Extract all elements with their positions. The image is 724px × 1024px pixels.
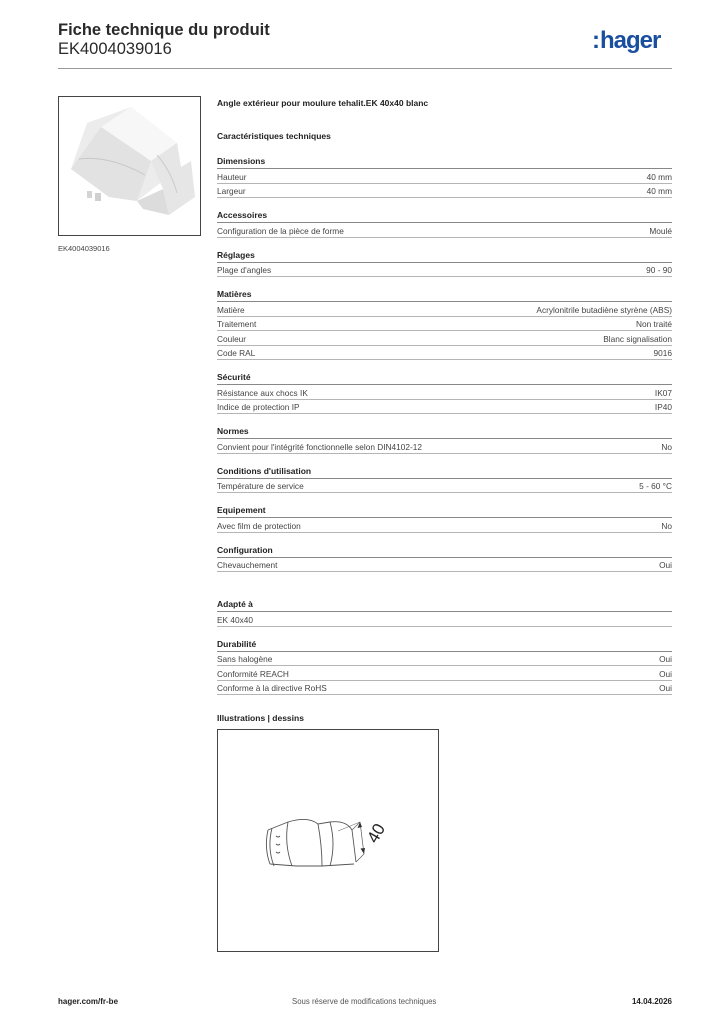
header-divider <box>58 68 672 69</box>
section-title: Durabilité <box>217 638 672 652</box>
product-photo-image <box>59 97 200 235</box>
section-dimensions <box>217 155 672 198</box>
spec-value: Oui <box>659 668 672 679</box>
spec-value: Blanc signalisation <box>603 333 672 344</box>
spec-row <box>217 439 672 454</box>
footer-website: hager.com/fr-be <box>58 997 119 1006</box>
spec-row <box>217 263 672 278</box>
section-title: Equipement <box>217 504 672 518</box>
section-equipement <box>217 504 672 533</box>
spec-label: Avec film de protection <box>217 520 301 531</box>
spec-label: Sans halogène <box>217 654 273 664</box>
spec-value: Oui <box>659 560 672 570</box>
page-title: Fiche technique du produit <box>58 21 270 39</box>
section-title: Conditions d'utilisation <box>217 465 672 479</box>
section-securite <box>217 371 672 414</box>
spec-row <box>217 223 672 238</box>
spec-value: 90 - 90 <box>646 265 672 275</box>
spec-row <box>217 400 672 415</box>
spec-row <box>217 666 672 681</box>
spec-row <box>217 681 672 696</box>
spec-value: Moulé <box>649 225 672 236</box>
section-adapte <box>217 598 672 627</box>
product-title: Angle extérieur pour moulure tehalit.EK 40x40 blanc <box>217 98 429 108</box>
section-accessoires <box>217 209 672 238</box>
spec-value: 5 - 60 °C <box>639 481 672 491</box>
spec-value: No <box>661 520 672 531</box>
spec-row <box>217 302 672 317</box>
spec-label: Conforme à la directive RoHS <box>217 683 327 693</box>
spec-row <box>217 331 672 346</box>
dimension-label: 40 <box>363 820 390 847</box>
section-title: Sécurité <box>217 371 672 385</box>
section-configuration <box>217 544 672 573</box>
spec-label: Code RAL <box>217 348 256 358</box>
spec-row <box>217 385 672 400</box>
section-title: Réglages <box>217 249 672 263</box>
section-reglages <box>217 249 672 278</box>
section-title: Dimensions <box>217 155 672 169</box>
spec-label: Couleur <box>217 333 247 344</box>
technical-drawing <box>217 729 439 952</box>
spec-label: Résistance aux chocs IK <box>217 387 308 398</box>
spec-row <box>217 479 672 494</box>
spec-value: Acrylonitrile butadiène styrène (ABS) <box>536 304 672 315</box>
spec-label: Matière <box>217 304 245 315</box>
spec-label: Largeur <box>217 186 246 196</box>
hager-logo: :hager <box>592 27 661 54</box>
spec-content <box>217 97 672 723</box>
spec-row <box>217 317 672 332</box>
product-code: EK4004039016 <box>58 40 172 58</box>
spec-label: Chevauchement <box>217 560 278 570</box>
spec-row <box>217 184 672 199</box>
spec-label: Traitement <box>217 319 257 329</box>
spec-label: Hauteur <box>217 171 247 182</box>
spec-value: Non traité <box>636 319 672 329</box>
section-title: Normes <box>217 425 672 439</box>
footer-date: 14.04.2026 <box>631 997 672 1006</box>
section-title: Configuration <box>217 544 672 558</box>
spec-label: Plage d'angles <box>217 265 272 275</box>
spec-value: 9016 <box>653 348 672 358</box>
section-normes <box>217 425 672 454</box>
spec-value: IK07 <box>654 387 672 398</box>
section-title: Matières <box>217 288 672 302</box>
product-photo <box>58 96 201 236</box>
spec-label: EK 40x40 <box>217 614 253 625</box>
spec-label: Température de service <box>217 481 304 491</box>
spec-value: 40 mm <box>646 171 672 182</box>
spec-value: No <box>661 441 672 452</box>
spec-value: Oui <box>659 683 672 693</box>
spec-value: Oui <box>659 654 672 664</box>
spec-label: Convient pour l'intégrité fonctionnelle selon DIN4102-12 <box>217 441 422 452</box>
section-conditions <box>217 465 672 494</box>
spec-row <box>217 169 672 184</box>
spec-row <box>217 518 672 533</box>
spec-row <box>217 652 672 667</box>
technical-drawing-svg <box>218 730 438 951</box>
photo-caption: EK4004039016 <box>58 244 110 253</box>
spec-label: Indice de protection IP <box>217 402 300 412</box>
spec-value: IP40 <box>654 402 672 412</box>
spec-row <box>217 612 672 627</box>
section-title: Accessoires <box>217 209 672 223</box>
section-durabilite <box>217 638 672 696</box>
tech-section-title: Caractéristiques techniques <box>217 131 331 141</box>
section-title: Adapté à <box>217 598 672 612</box>
spec-value: 40 mm <box>646 186 672 196</box>
illustrations-title: Illustrations | dessins <box>217 713 304 723</box>
spec-label: Configuration de la pièce de forme <box>217 225 344 236</box>
spec-row <box>217 346 672 361</box>
logo-text: hager <box>600 27 661 54</box>
spec-label: Conformité REACH <box>217 668 289 679</box>
section-matieres <box>217 288 672 360</box>
spec-row <box>217 558 672 573</box>
footer-notice: Sous réserve de modifications techniques <box>292 997 437 1006</box>
